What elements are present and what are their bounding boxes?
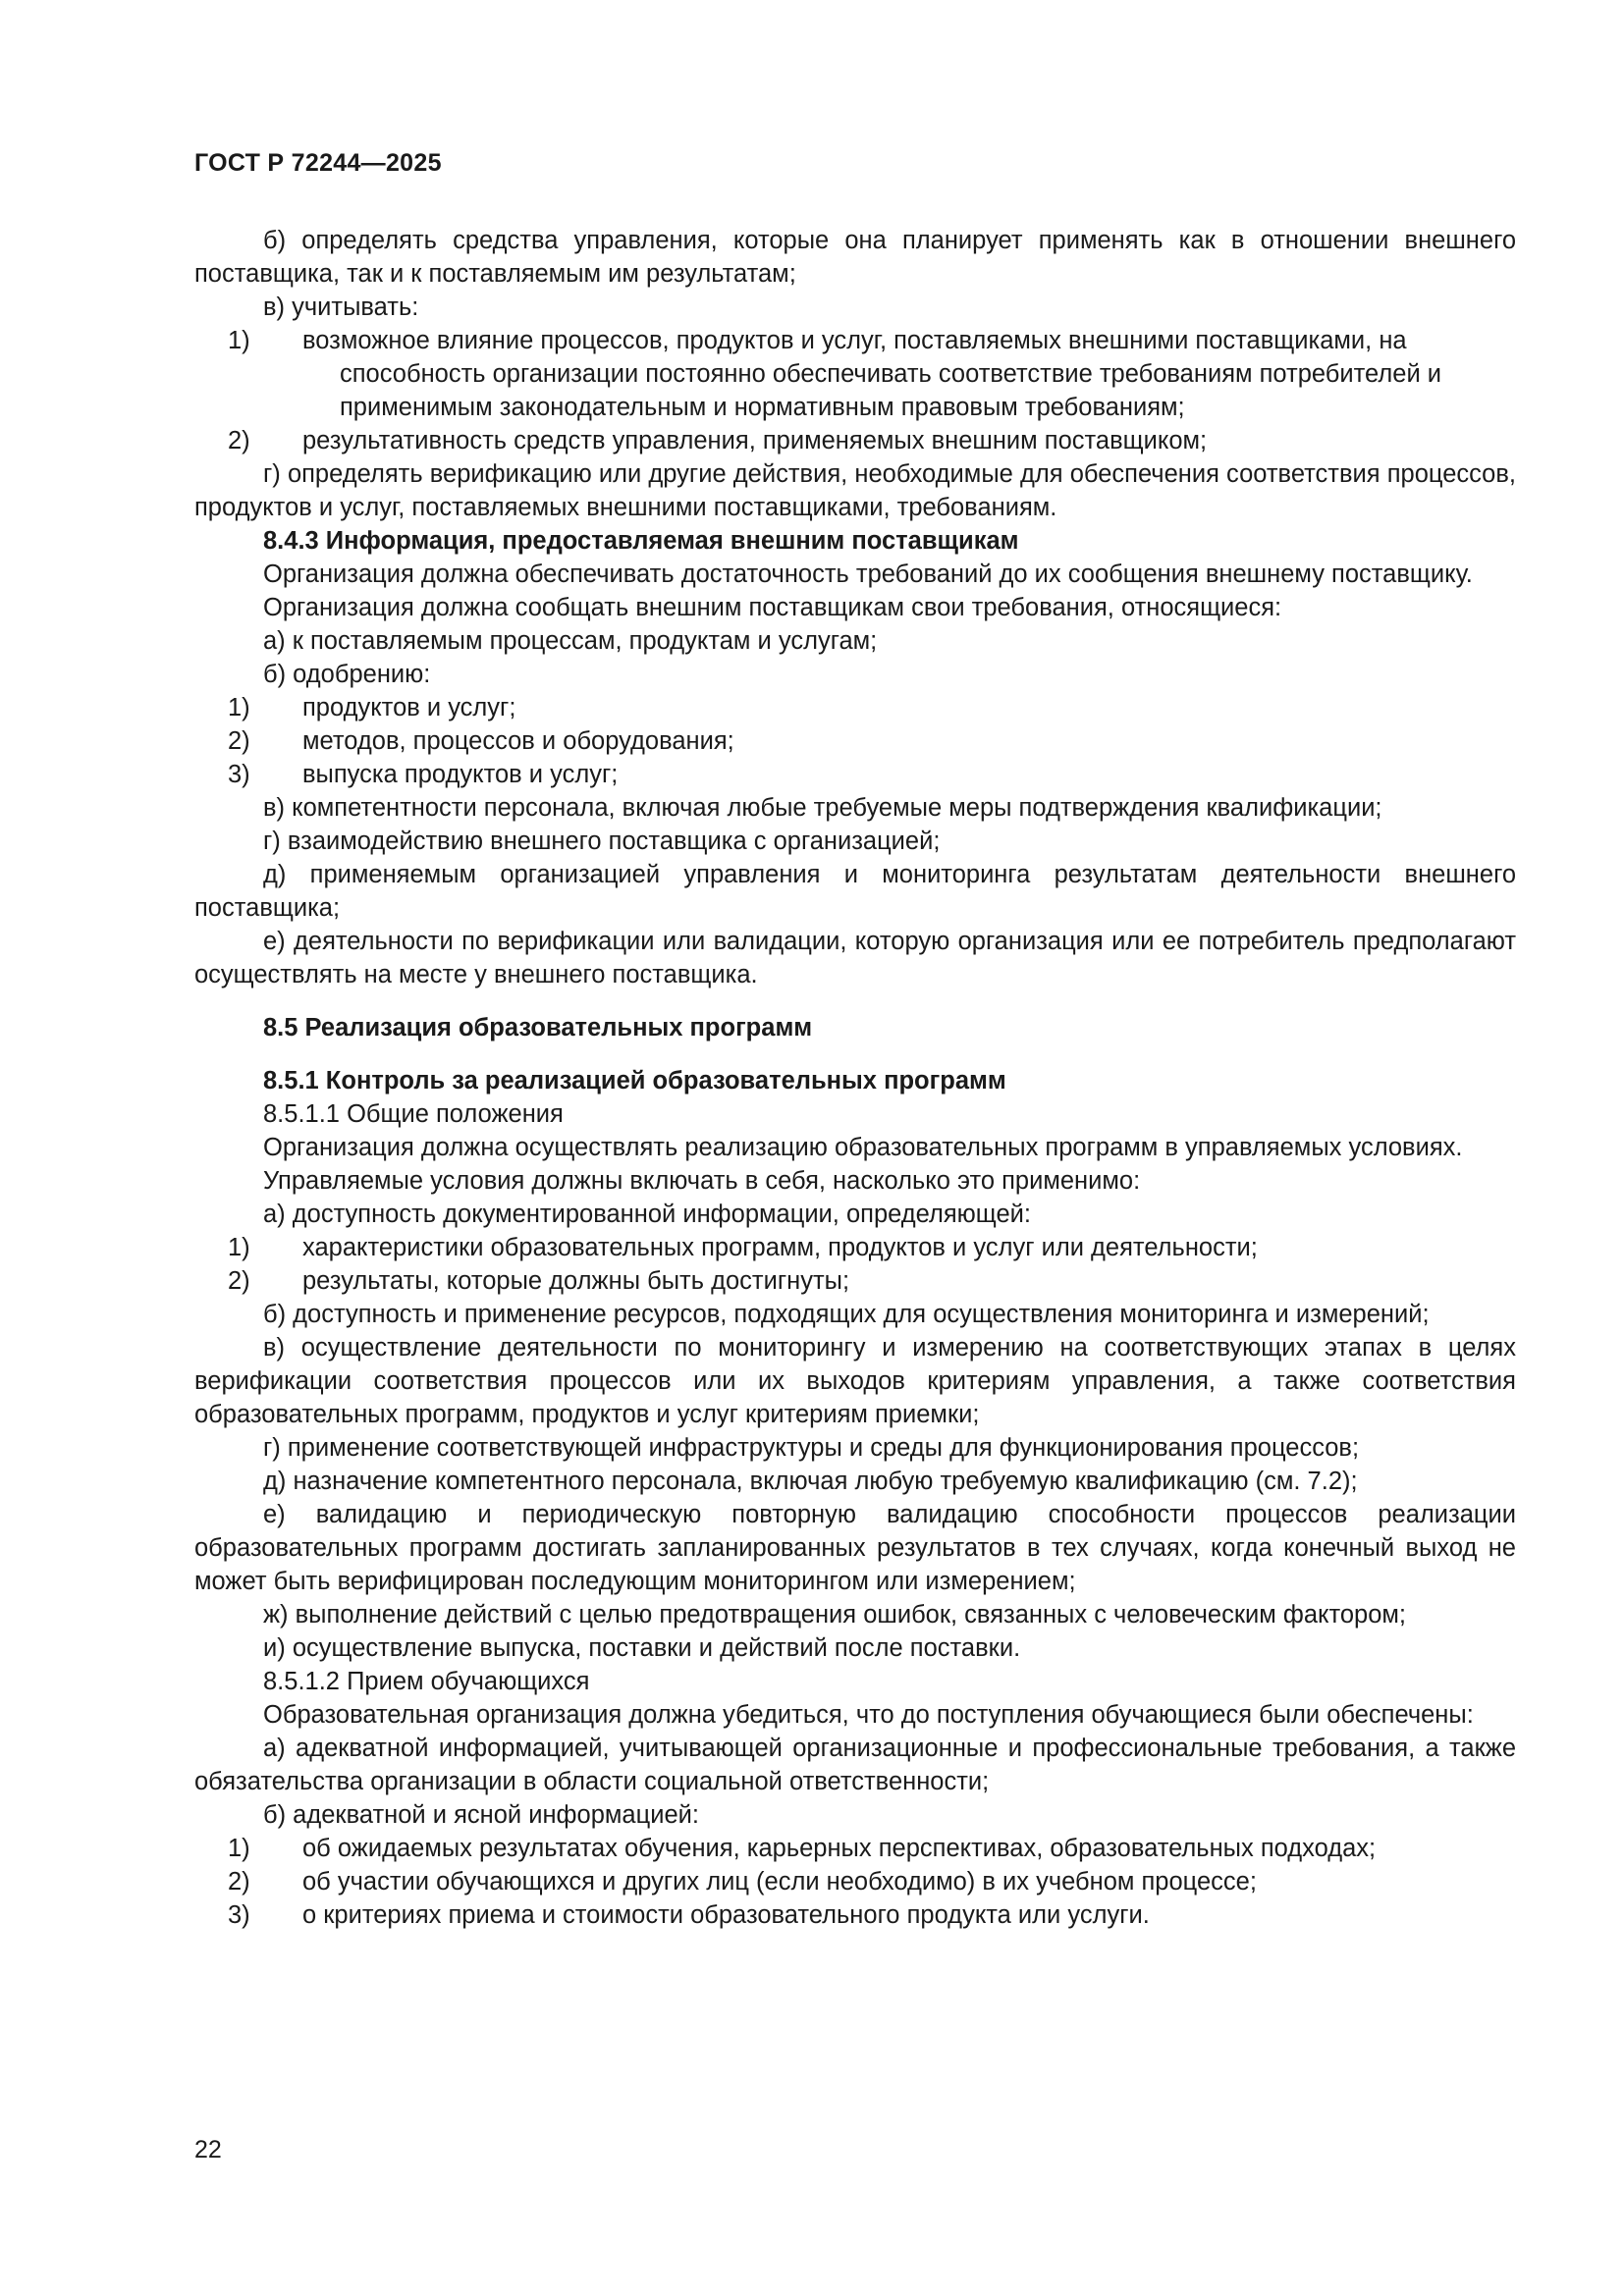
- item-d-monitoring: д) применяемым организацией управления и мониторинга результатам деятельности внешнего поставщика;: [194, 861, 1516, 922]
- subitem-text: методов, процессов и оборудования;: [302, 727, 734, 755]
- item-b-clear-info: б) адекватной и ясной информацией:: [263, 1801, 699, 1829]
- subitem-text: характеристики образовательных программ, продуктов и услуг или деятельности;: [302, 1234, 1258, 1261]
- subitem-number: 2): [228, 727, 250, 755]
- subitem-text: результаты, которые должны быть достигнуты;: [302, 1267, 850, 1295]
- subitem-number: 3): [228, 761, 250, 788]
- subitem-number: 1): [228, 327, 250, 354]
- section-8-5-heading: 8.5 Реализация образовательных программ: [263, 1014, 813, 1041]
- subitem-number: 3): [228, 1901, 250, 1929]
- subitem-b4-2: [228, 1865, 1516, 1898]
- subitem-number: 1): [228, 1234, 250, 1261]
- paragraph-8-5-1-1-2: Управляемые условия должны включать в себя, насколько это применимо:: [263, 1167, 1141, 1195]
- item-e-validation: е) валидацию и периодическую повторную валидацию способности процессов реализации образовательных программ достигать запланированных результатов в тех случаях, когда конечный выход не может быть верифицирован последующим мониторингом или измерением;: [194, 1501, 1516, 1595]
- subitem-a-2: [228, 1264, 1516, 1298]
- paragraph-8-4-3-1: Организация должна обеспечивать достаточность требований до их сообщения внешнему поставщику.: [263, 561, 1473, 588]
- subitem-b-1: [228, 691, 1516, 724]
- item-g-infrastructure: г) применение соответствующей инфраструктуры и среды для функционирования процессов;: [263, 1434, 1360, 1462]
- item-d-personnel: д) назначение компетентного персонала, включая любую требуемую квалификацию (см. 7.2);: [263, 1468, 1358, 1495]
- item-b-resources: б) доступность и применение ресурсов, подходящих для осуществления мониторинга и измерений;: [263, 1301, 1430, 1328]
- item-a-adequate-info: а) адекватной информацией, учитывающей организационные и профессиональные требования, а также обязательства организации в области социальной ответственности;: [194, 1735, 1516, 1795]
- section-8-5-1-2-heading: 8.5.1.2 Прием обучающихся: [263, 1668, 590, 1695]
- item-a-documented-info: а) доступность документированной информации, определяющей:: [263, 1201, 1031, 1228]
- subitem-text: возможное влияние процессов, продуктов и услуг, поставляемых внешними поставщиками, на способность организации постоянно обеспечивать соответствие требованиям потребителей и применимым законодательным и нормативным правовым требованиям;: [302, 327, 1442, 421]
- subitem-a-1: [228, 1231, 1516, 1264]
- subitem-v-1: [228, 324, 1516, 424]
- section-8-4-3-heading: 8.4.3 Информация, предоставляемая внешним поставщикам: [263, 527, 1019, 555]
- subitem-text: о критериях приема и стоимости образовательного продукта или услуги.: [302, 1901, 1150, 1929]
- item-e-verification: е) деятельности по верификации или валидации, которую организация или ее потребитель предполагают осуществлять на месте у внешнего поставщика.: [194, 928, 1516, 988]
- item-g-verification: г) определять верификацию или другие действия, необходимые для обеспечения соответствия процессов, продуктов и услуг, поставляемых внешними поставщиками, требованиям.: [194, 460, 1516, 521]
- subitem-b4-1: [228, 1832, 1516, 1865]
- item-v-competence: в) компетентности персонала, включая любые требуемые меры подтверждения квалификации;: [263, 794, 1382, 822]
- item-v-monitoring: в) осуществление деятельности по мониторингу и измерению на соответствующих этапах в целях верификации соответствия процессов или их выходов критериям управления, а также соответствия образовательных программ, продуктов и услуг критериям приемки;: [194, 1334, 1516, 1428]
- subitem-b4-3: [228, 1898, 1516, 1932]
- item-b-approval: б) одобрению:: [263, 661, 431, 688]
- item-g-interaction: г) взаимодействию внешнего поставщика с организацией;: [263, 828, 941, 855]
- subitem-text: об ожидаемых результатах обучения, карьерных перспективах, образовательных подходах;: [302, 1835, 1377, 1862]
- item-v-consider: в) учитывать:: [263, 294, 419, 321]
- subitem-text: об участии обучающихся и других лиц (если необходимо) в их учебном процессе;: [302, 1868, 1257, 1896]
- item-zh-human-factor: ж) выполнение действий с целью предотвращения ошибок, связанных с человеческим фактором;: [263, 1601, 1406, 1629]
- section-8-5-1-heading: 8.5.1 Контроль за реализацией образовательных программ: [263, 1067, 1006, 1095]
- subitem-text: выпуска продуктов и услуг;: [302, 761, 619, 788]
- subitem-v-2: [228, 424, 1516, 457]
- subitem-number: 1): [228, 694, 250, 721]
- standard-header: ГОСТ Р 72244—2025: [194, 149, 442, 177]
- subitem-number: 2): [228, 427, 250, 454]
- subitem-number: 1): [228, 1835, 250, 1862]
- subitem-number: 2): [228, 1868, 250, 1896]
- document-body: [194, 224, 1516, 1932]
- subitem-b-2: [228, 724, 1516, 758]
- page-number: 22: [194, 2136, 222, 2163]
- subitem-text: продуктов и услуг;: [302, 694, 516, 721]
- subitem-number: 2): [228, 1267, 250, 1295]
- section-8-5-1-1-heading: 8.5.1.1 Общие положения: [263, 1100, 564, 1128]
- item-a-processes: а) к поставляемым процессам, продуктам и услугам;: [263, 627, 878, 655]
- subitem-text: результативность средств управления, применяемых внешним поставщиком;: [302, 427, 1208, 454]
- item-b-controls: б) определять средства управления, которые она планирует применять как в отношении внешнего поставщика, так и к поставляемым им результатам;: [194, 227, 1516, 288]
- paragraph-8-5-1-2-1: Образовательная организация должна убедиться, что до поступления обучающиеся были обеспечены:: [263, 1701, 1474, 1729]
- paragraph-8-5-1-1-1: Организация должна осуществлять реализацию образовательных программ в управляемых условиях.: [263, 1134, 1463, 1161]
- paragraph-8-4-3-2: Организация должна сообщать внешним поставщикам свои требования, относящиеся:: [263, 594, 1282, 621]
- item-i-release: и) осуществление выпуска, поставки и действий после поставки.: [263, 1634, 1021, 1662]
- subitem-b-3: [228, 758, 1516, 791]
